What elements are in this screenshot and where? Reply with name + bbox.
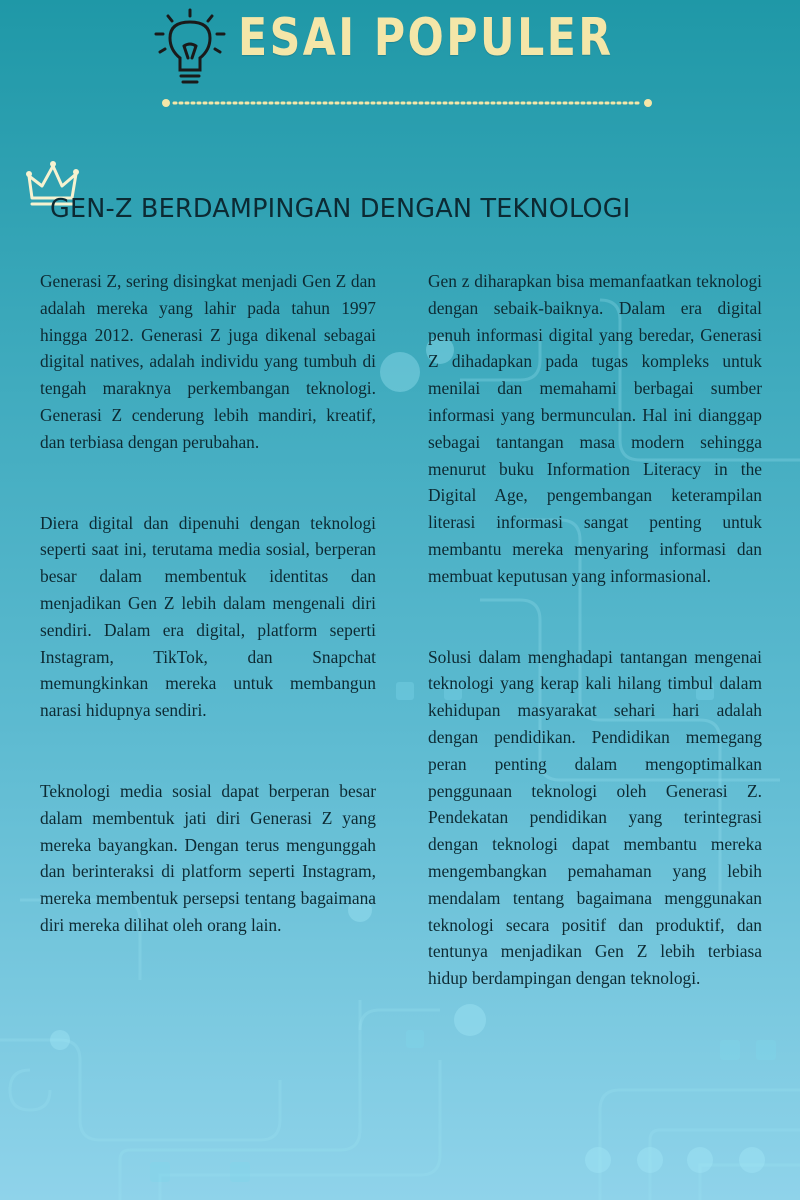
page-title: ESAI POPULER — [238, 8, 614, 68]
paragraph-left-3: Teknologi media sosial dapat berperan besar dalam membentuk jati diri Generasi Z yang mereka bayangkan. Dengan terus mengunggah dan berinteraksi di platform seperti Instagram, mereka membentuk persepsi tentang bagaimana diri mereka dilihat oleh orang lain. — [40, 780, 376, 935]
left-column — [40, 268, 376, 939]
title-divider — [160, 96, 654, 110]
paragraph-right-2: Solusi dalam menghadapi tantangan mengenai teknologi yang kerap kali hilang timbul dalam kehidupan masyarakat sehari hari adalah dengan pendidikan. Pendidikan memegang peran penting dalam mengoptimalkan penggunaan teknologi oleh Generasi Z. Pendekatan pendidikan yang terintegrasi dengan teknologi dapat membantu mereka mengembangkan pemahaman yang lebih mendalam tentang bagaimana menggunakan teknologi secara positif dan produktif, dan tentunya menjadikan Gen Z lebih terbiasa hidup berdampingan dengan teknologi. — [428, 646, 762, 989]
paragraph-left-2: Diera digital dan dipenuhi dengan teknologi seperti saat ini, terutama media sosial, berperan besar dalam membentuk identitas dan menjadikan Gen Z lebih dalam mengenali diri sendiri. Dalam era digital, platform seperti Instagram, TikTok, dan Snapchat memungkinkan mereka untuk membangun narasi hidupnya sendiri. — [40, 512, 376, 721]
article-heading: GEN-Z BERDAMPINGAN DENGAN TEKNOLOGI — [50, 194, 631, 224]
paragraph-left-1: Generasi Z, sering disingkat menjadi Gen Z dan adalah mereka yang lahir pada tahun 1997 hingga 2012. Generasi Z juga dikenal sebagai digital natives, adalah individu yang tumbuh di tengah maraknya perkembangan teknologi. Generasi Z cenderung lebih mandiri, kreatif, dan terbiasa dengan perubahan. — [40, 271, 376, 452]
lightbulb-icon — [150, 8, 230, 90]
paragraph-right-1: Gen z diharapkan bisa memanfaatkan teknologi dengan sebaik-baiknya. Dalam era digital penuh informasi digital yang beredar, Generasi Z dihadapkan pada tugas kompleks untuk menilai dan memahami berbagai sumber informasi yang bermunculan. Hal ini dianggap sebagai tantangan masa modern sehingga menurut buku Information Literacy in the Digital Age, pengembangan keterampilan literasi informasi sangat penting untuk membantu mereka menyaring informasi dan membuat keputusan yang informasional. — [428, 271, 762, 586]
page-header — [0, 0, 800, 120]
right-column — [428, 268, 762, 992]
